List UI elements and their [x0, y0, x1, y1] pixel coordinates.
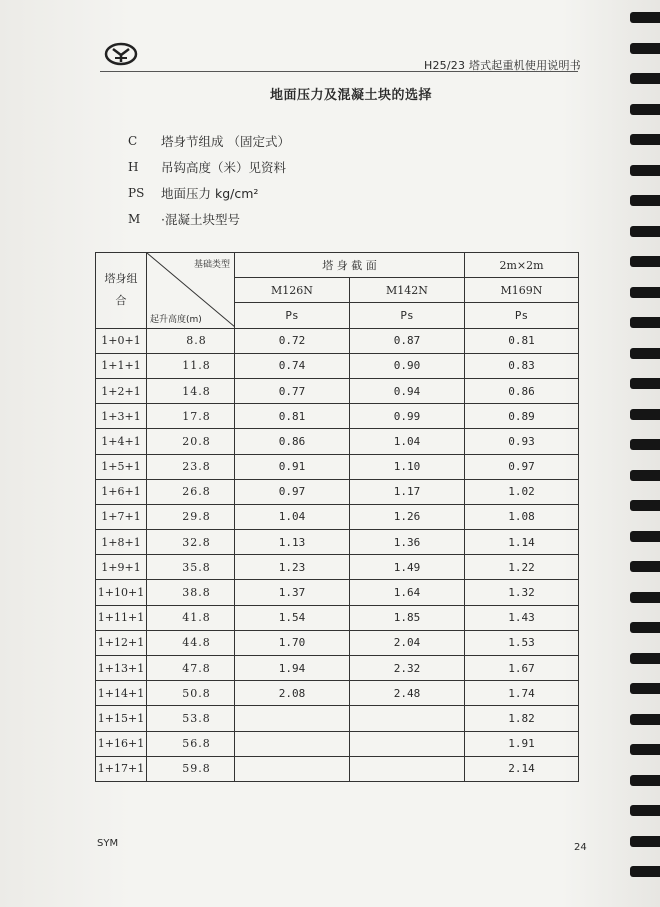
- height-cell: 53.8: [147, 706, 235, 731]
- table-row: [96, 530, 579, 555]
- m142n-value-cell: 2.04: [350, 630, 465, 655]
- m142n-value-cell: 1.36: [350, 530, 465, 555]
- m169n-value-cell: 0.83: [465, 353, 579, 378]
- height-cell: 8.8: [147, 328, 235, 353]
- lift-height-label: 起升高度(m): [150, 314, 202, 325]
- combo-cell: 1+9+1: [96, 555, 147, 580]
- binding-hole: [630, 256, 660, 267]
- legend-desc: ·混凝土块型号: [161, 212, 240, 227]
- foundation-type-label: 基础类型: [193, 260, 230, 270]
- binding-hole: [630, 317, 660, 328]
- binding-hole: [630, 470, 660, 481]
- m142n-value-cell: [350, 706, 465, 731]
- m126n-value-cell: 2.08: [235, 681, 350, 706]
- binding-hole: [630, 287, 660, 298]
- height-cell: 56.8: [147, 731, 235, 756]
- binding-hole: [630, 73, 660, 84]
- diagonal-header-cell: [147, 253, 235, 329]
- height-cell: 20.8: [147, 429, 235, 454]
- binding-hole: [630, 683, 660, 694]
- m142n-value-cell: 2.48: [350, 681, 465, 706]
- m169n-value-cell: 1.74: [465, 681, 579, 706]
- combo-cell: 1+1+1: [96, 353, 147, 378]
- m126n-value-cell: 1.70: [235, 630, 350, 655]
- combo-cell: 1+7+1: [96, 504, 147, 529]
- height-cell: 47.8: [147, 656, 235, 681]
- m142n-value-cell: [350, 756, 465, 781]
- combo-cell: 1+11+1: [96, 605, 147, 630]
- height-cell: 38.8: [147, 580, 235, 605]
- combo-cell: 1+5+1: [96, 454, 147, 479]
- binding-hole: [630, 561, 660, 572]
- height-cell: 50.8: [147, 681, 235, 706]
- table-row: [96, 378, 579, 403]
- binding-hole: [630, 134, 660, 145]
- column-header-m126n: M126N: [235, 278, 350, 303]
- height-cell: 41.8: [147, 605, 235, 630]
- table-row: [96, 580, 579, 605]
- legend-desc: 吊钩高度（米）见资料: [161, 160, 287, 175]
- unit-label: Ps: [465, 303, 579, 328]
- m126n-value-cell: 0.86: [235, 429, 350, 454]
- legend-code: PS: [128, 186, 145, 200]
- header-title: H25/23 塔式起重机使用说明书: [424, 59, 581, 72]
- height-cell: 26.8: [147, 479, 235, 504]
- m126n-value-cell: 0.74: [235, 353, 350, 378]
- m169n-value-cell: 0.81: [465, 328, 579, 353]
- binding-hole: [630, 836, 660, 847]
- legend-code: M: [128, 212, 141, 226]
- m126n-value-cell: 0.97: [235, 479, 350, 504]
- m169n-value-cell: 0.97: [465, 454, 579, 479]
- combo-cell: 1+6+1: [96, 479, 147, 504]
- binding-hole: [630, 226, 660, 237]
- legend-code: H: [128, 160, 139, 174]
- combo-cell: 1+14+1: [96, 681, 147, 706]
- m126n-value-cell: 1.37: [235, 580, 350, 605]
- binding-hole: [630, 653, 660, 664]
- unit-label: Ps: [235, 303, 350, 328]
- binding-hole: [630, 805, 660, 816]
- footer-brand: SYM: [97, 838, 119, 849]
- m142n-value-cell: 1.17: [350, 479, 465, 504]
- binding-hole: [630, 348, 660, 359]
- combo-header: 塔身组合: [96, 253, 147, 329]
- unit-label: Ps: [350, 303, 465, 328]
- height-cell: 29.8: [147, 504, 235, 529]
- binding-hole: [630, 12, 660, 23]
- column-header-m142n: M142N: [350, 278, 465, 303]
- table-row: [96, 454, 579, 479]
- height-cell: 59.8: [147, 756, 235, 781]
- legend-list: [128, 128, 290, 232]
- binding-hole: [630, 714, 660, 725]
- m169n-value-cell: 1.22: [465, 555, 579, 580]
- table-row: [96, 504, 579, 529]
- combo-cell: 1+3+1: [96, 404, 147, 429]
- table-row: [96, 605, 579, 630]
- m126n-value-cell: 1.23: [235, 555, 350, 580]
- combo-cell: 1+16+1: [96, 731, 147, 756]
- m126n-value-cell: [235, 731, 350, 756]
- binding-hole: [630, 775, 660, 786]
- m142n-value-cell: 1.26: [350, 504, 465, 529]
- binding-hole: [630, 43, 660, 54]
- height-cell: 44.8: [147, 630, 235, 655]
- m142n-value-cell: 1.49: [350, 555, 465, 580]
- m142n-value-cell: 2.32: [350, 656, 465, 681]
- table-row: [96, 429, 579, 454]
- table-row: [96, 756, 579, 781]
- m169n-value-cell: 1.14: [465, 530, 579, 555]
- binding-hole: [630, 439, 660, 450]
- binding-hole: [630, 531, 660, 542]
- ground-pressure-table: [95, 252, 579, 782]
- spiral-binding: [620, 10, 660, 907]
- legend-item: [128, 154, 290, 180]
- legend-code: C: [128, 134, 138, 148]
- binding-hole: [630, 104, 660, 115]
- m142n-value-cell: [350, 731, 465, 756]
- m169n-value-cell: 1.32: [465, 580, 579, 605]
- m142n-value-cell: 0.87: [350, 328, 465, 353]
- table-row: [96, 328, 579, 353]
- table-row: [96, 555, 579, 580]
- binding-hole: [630, 500, 660, 511]
- m126n-value-cell: [235, 706, 350, 731]
- m126n-value-cell: 0.72: [235, 328, 350, 353]
- binding-hole: [630, 195, 660, 206]
- combo-cell: 1+12+1: [96, 630, 147, 655]
- m169n-value-cell: 0.86: [465, 378, 579, 403]
- legend-desc: 地面压力 kg/cm²: [161, 186, 259, 201]
- m169n-value-cell: 1.08: [465, 504, 579, 529]
- m126n-value-cell: 1.13: [235, 530, 350, 555]
- m169n-value-cell: 0.93: [465, 429, 579, 454]
- m169n-value-cell: 1.67: [465, 656, 579, 681]
- m169n-value-cell: 0.89: [465, 404, 579, 429]
- binding-hole: [630, 744, 660, 755]
- height-cell: 14.8: [147, 378, 235, 403]
- m142n-value-cell: 0.94: [350, 378, 465, 403]
- m142n-value-cell: 1.85: [350, 605, 465, 630]
- binding-hole: [630, 866, 660, 877]
- page-title: 地面压力及混凝土块的选择: [270, 88, 433, 103]
- size-header: 2m×2m: [465, 253, 579, 278]
- m126n-value-cell: 1.54: [235, 605, 350, 630]
- height-cell: 23.8: [147, 454, 235, 479]
- m169n-value-cell: 2.14: [465, 756, 579, 781]
- m142n-value-cell: 1.04: [350, 429, 465, 454]
- table-row: [96, 681, 579, 706]
- m126n-value-cell: 1.04: [235, 504, 350, 529]
- binding-hole: [630, 592, 660, 603]
- combo-cell: 1+0+1: [96, 328, 147, 353]
- combo-cell: 1+10+1: [96, 580, 147, 605]
- legend-item: [128, 128, 290, 154]
- section-header: 塔 身 截 面: [235, 253, 465, 278]
- m126n-value-cell: 0.77: [235, 378, 350, 403]
- m142n-value-cell: 1.10: [350, 454, 465, 479]
- table-row: [96, 479, 579, 504]
- legend-item: [128, 206, 290, 232]
- binding-hole: [630, 409, 660, 420]
- legend-desc: 塔身节组成 （固定式）: [161, 134, 290, 149]
- m142n-value-cell: 0.99: [350, 404, 465, 429]
- m126n-value-cell: 0.91: [235, 454, 350, 479]
- m169n-value-cell: 1.53: [465, 630, 579, 655]
- height-cell: 32.8: [147, 530, 235, 555]
- table-row: [96, 353, 579, 378]
- m142n-value-cell: 0.90: [350, 353, 465, 378]
- column-header-m169n: M169N: [465, 278, 579, 303]
- binding-hole: [630, 378, 660, 389]
- table-header-row: [96, 253, 579, 278]
- table-row: [96, 656, 579, 681]
- binding-hole: [630, 165, 660, 176]
- combo-cell: 1+2+1: [96, 378, 147, 403]
- combo-cell: 1+13+1: [96, 656, 147, 681]
- m126n-value-cell: 0.81: [235, 404, 350, 429]
- combo-cell: 1+4+1: [96, 429, 147, 454]
- table-row: [96, 706, 579, 731]
- table-row: [96, 630, 579, 655]
- m126n-value-cell: [235, 756, 350, 781]
- m169n-value-cell: 1.82: [465, 706, 579, 731]
- combo-cell: 1+15+1: [96, 706, 147, 731]
- height-cell: 17.8: [147, 404, 235, 429]
- binding-hole: [630, 622, 660, 633]
- combo-cell: 1+17+1: [96, 756, 147, 781]
- combo-cell: 1+8+1: [96, 530, 147, 555]
- height-cell: 35.8: [147, 555, 235, 580]
- height-cell: 11.8: [147, 353, 235, 378]
- company-logo-icon: [104, 42, 138, 66]
- table-row: [96, 404, 579, 429]
- table-row: [96, 731, 579, 756]
- m169n-value-cell: 1.43: [465, 605, 579, 630]
- m142n-value-cell: 1.64: [350, 580, 465, 605]
- m169n-value-cell: 1.02: [465, 479, 579, 504]
- legend-item: [128, 180, 290, 206]
- header-divider: [100, 71, 578, 72]
- m169n-value-cell: 1.91: [465, 731, 579, 756]
- m126n-value-cell: 1.94: [235, 656, 350, 681]
- page-number: 24: [574, 842, 587, 853]
